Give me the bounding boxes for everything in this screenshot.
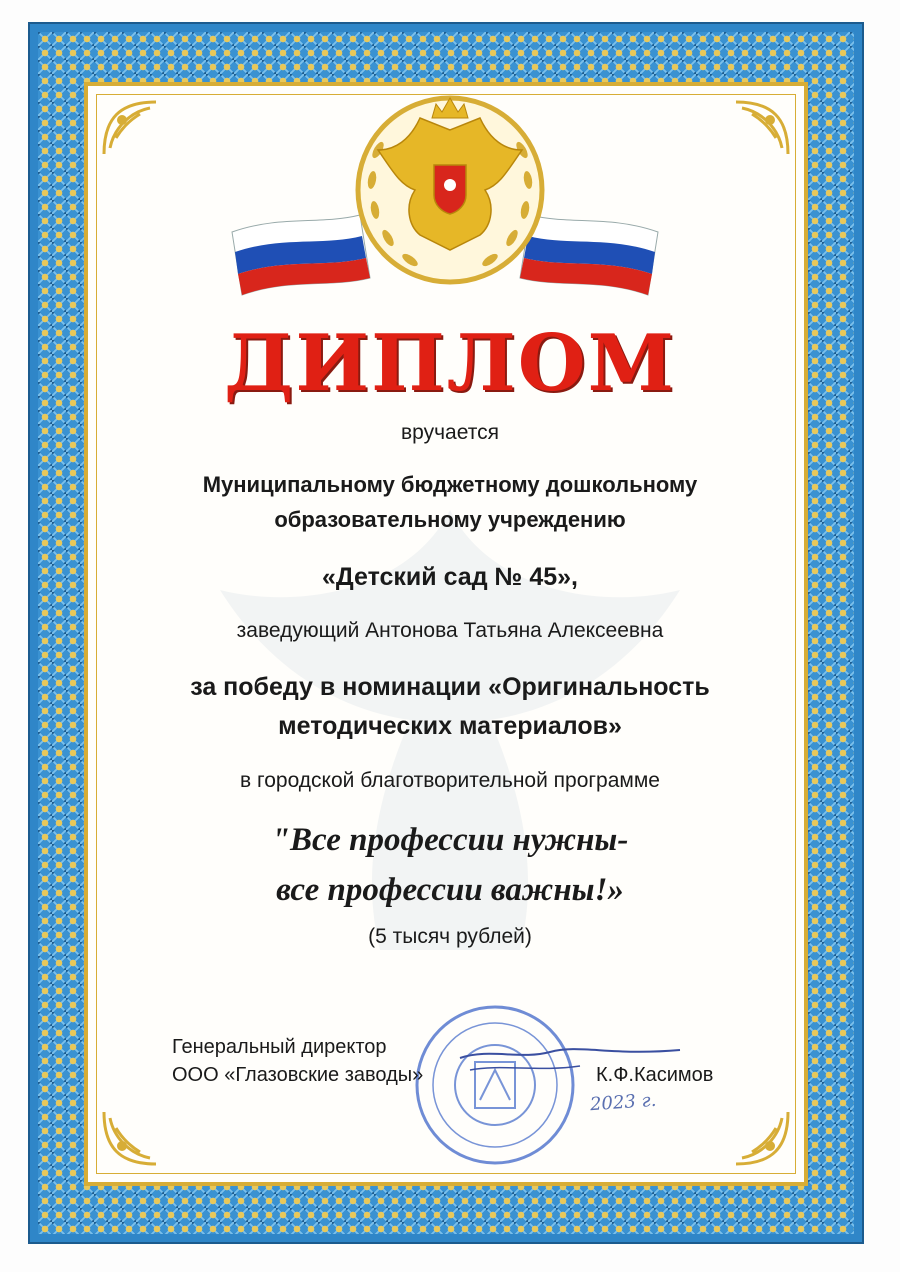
reason-line-1: за победу в номинации «Оригинальность xyxy=(190,673,710,701)
organization-line-1: Муниципальному бюджетному дошкольному xyxy=(202,472,698,497)
diploma-title: ДИПЛОМ xyxy=(224,318,676,409)
organization-name: «Детский сад № 45», xyxy=(321,563,578,591)
signer-position-line-1: Генеральный директор xyxy=(172,1036,387,1058)
handwritten-date: 2023 г. xyxy=(589,1089,658,1116)
prize-amount: (5 тысяч рублей) xyxy=(368,925,532,948)
reason-line-2: методических материалов» xyxy=(278,712,622,740)
organization-line-2: образовательному учреждению xyxy=(274,507,626,532)
corner-flourish-icon xyxy=(100,1108,160,1168)
awarded-text: вручается xyxy=(401,421,499,444)
state-emblem-icon xyxy=(0,0,900,310)
head-person: заведующий Антонова Татьяна Алексеевна xyxy=(236,619,664,642)
signer-position-line-2: ООО «Глазовские заводы» xyxy=(172,1064,424,1086)
corner-flourish-icon xyxy=(732,1108,792,1168)
handwritten-signature-icon xyxy=(450,1030,690,1090)
program-title-line-2: все профессии важны!» xyxy=(276,872,624,908)
program-intro: в городской благотворительной программе xyxy=(240,769,660,792)
signer-name: К.Ф.Касимов xyxy=(596,1064,714,1086)
program-title-line-1: "Все профессии нужны- xyxy=(271,822,629,858)
